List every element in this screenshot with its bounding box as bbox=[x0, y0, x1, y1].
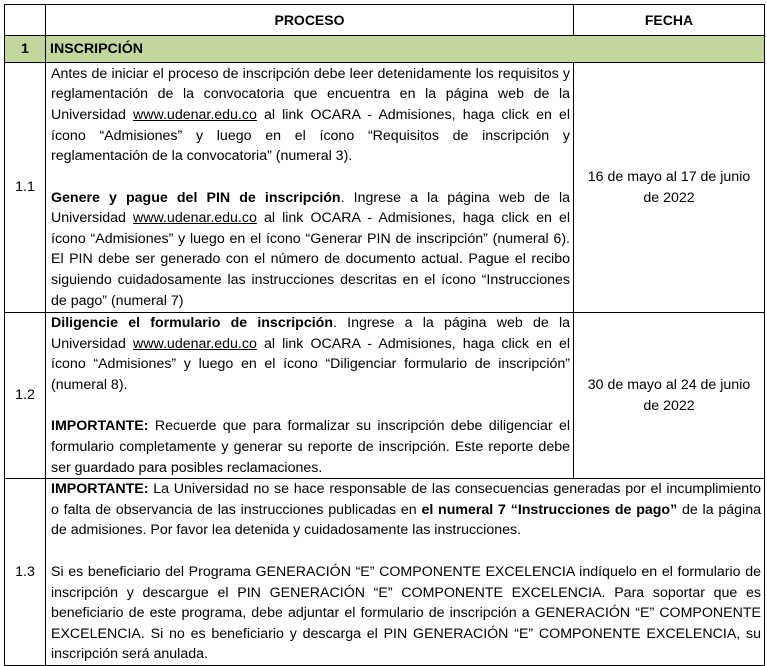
paragraph-text: . Ingrese a la página web de la Universidad bbox=[51, 315, 570, 352]
process-table bbox=[4, 4, 765, 666]
paragraph-bold: Genere y pague del PIN de inscripción bbox=[51, 189, 341, 206]
table-row bbox=[5, 313, 765, 479]
row-date: 30 de mayo al 24 de junio de 2022 bbox=[574, 313, 765, 479]
paragraph-text: La Universidad no se hace responsable de las consecuencias generadas por el incumplimiento o falta de observancia de las instrucciones publicadas en bbox=[51, 481, 761, 518]
header-process: PROCESO bbox=[46, 5, 574, 36]
paragraph-text: Antes de iniciar el proceso de inscripción debe leer detenidamente los requisitos y reglamentación de la convocatoria que encuentra en la página web de la Universidad bbox=[51, 65, 570, 123]
paragraph-text: al link OCARA - Admisiones, haga click en el ícono “Admisiones” y luego en el ícono “Diligenciar formulario de inscripción” (numeral 8). bbox=[51, 335, 570, 393]
paragraph-text: . Ingrese a la página web de la Universidad bbox=[51, 189, 570, 227]
row-date: 16 de mayo al 17 de junio de 2022 bbox=[574, 63, 765, 313]
row-paragraph bbox=[51, 313, 570, 395]
header-date: FECHA bbox=[574, 5, 765, 36]
paragraph-text: al link OCARA - Admisiones, haga click en el ícono “Admisiones” y luego en el ícono “Requisitos de inscripción y reglamentación de la convocatoria” (numeral 3). bbox=[51, 106, 570, 165]
row-paragraph bbox=[51, 479, 761, 541]
udenar-link[interactable]: www.udenar.edu.co bbox=[133, 335, 257, 352]
section-title: INSCRIPCIÓN bbox=[46, 36, 765, 63]
paragraph-text: al link OCARA - Admisiones, haga click en el ícono “Admisiones” y luego en el ícono “Generar PIN de inscripción” (numeral 6). El PIN debe ser generado con el número de documento actual. Pague el recibo siguiendo cuidadosamente las instrucciones descritas en el ícono “Instrucciones de pago” (numeral 7) bbox=[51, 210, 570, 309]
row-number: 1.3 bbox=[5, 479, 46, 666]
paragraph-bold: Diligencie el formulario de inscripción bbox=[51, 315, 334, 331]
table-row bbox=[5, 479, 765, 666]
section-row bbox=[5, 36, 765, 63]
row-number: 1.1 bbox=[5, 63, 46, 313]
paragraph-bold: el numeral 7 “Instrucciones de pago” bbox=[421, 501, 678, 518]
row-paragraph bbox=[51, 188, 570, 312]
row-number: 1.2 bbox=[5, 313, 46, 479]
paragraph-bold: IMPORTANTE: bbox=[51, 481, 149, 498]
table-header-row bbox=[5, 5, 765, 36]
paragraph-text: Si es beneficiario del Programa GENERACIÓN “E” COMPONENTE EXCELENCIA indíquelo en el formulario de inscripción y descargue el PIN GENERACIÓN “E” COMPONENTE EXCELENCIA. Para soportar que es beneficiario de este programa, debe adjuntar el formulario de inscripción a GENERACIÓN “E” COMPONENTE EXCELENCIA. Si no es beneficiario y descarga el PIN GENERACIÓN “E” COMPONENTE EXCELENCIA, su inscripción será anulada. bbox=[51, 563, 761, 663]
row-paragraph bbox=[51, 562, 761, 665]
section-number: 1 bbox=[5, 36, 46, 63]
table-row bbox=[5, 63, 765, 313]
row-process bbox=[46, 313, 574, 479]
row-paragraph bbox=[51, 416, 570, 478]
paragraph-bold: IMPORTANTE: bbox=[51, 418, 149, 435]
row-process bbox=[46, 479, 765, 666]
row-paragraph bbox=[51, 64, 570, 167]
udenar-link[interactable]: www.udenar.edu.co bbox=[133, 106, 257, 123]
udenar-link[interactable]: www.udenar.edu.co bbox=[133, 210, 257, 227]
paragraph-text: de la página de admisiones. Por favor lea detenida y cuidadosamente las instrucciones. bbox=[51, 501, 761, 539]
header-number bbox=[5, 5, 46, 36]
paragraph-text: Recuerde que para formalizar su inscripción debe diligenciar el formulario completamente y generar su reporte de inscripción. Este reporte debe ser guardado para posibles reclamaciones. bbox=[51, 418, 570, 476]
row-process bbox=[46, 63, 574, 313]
